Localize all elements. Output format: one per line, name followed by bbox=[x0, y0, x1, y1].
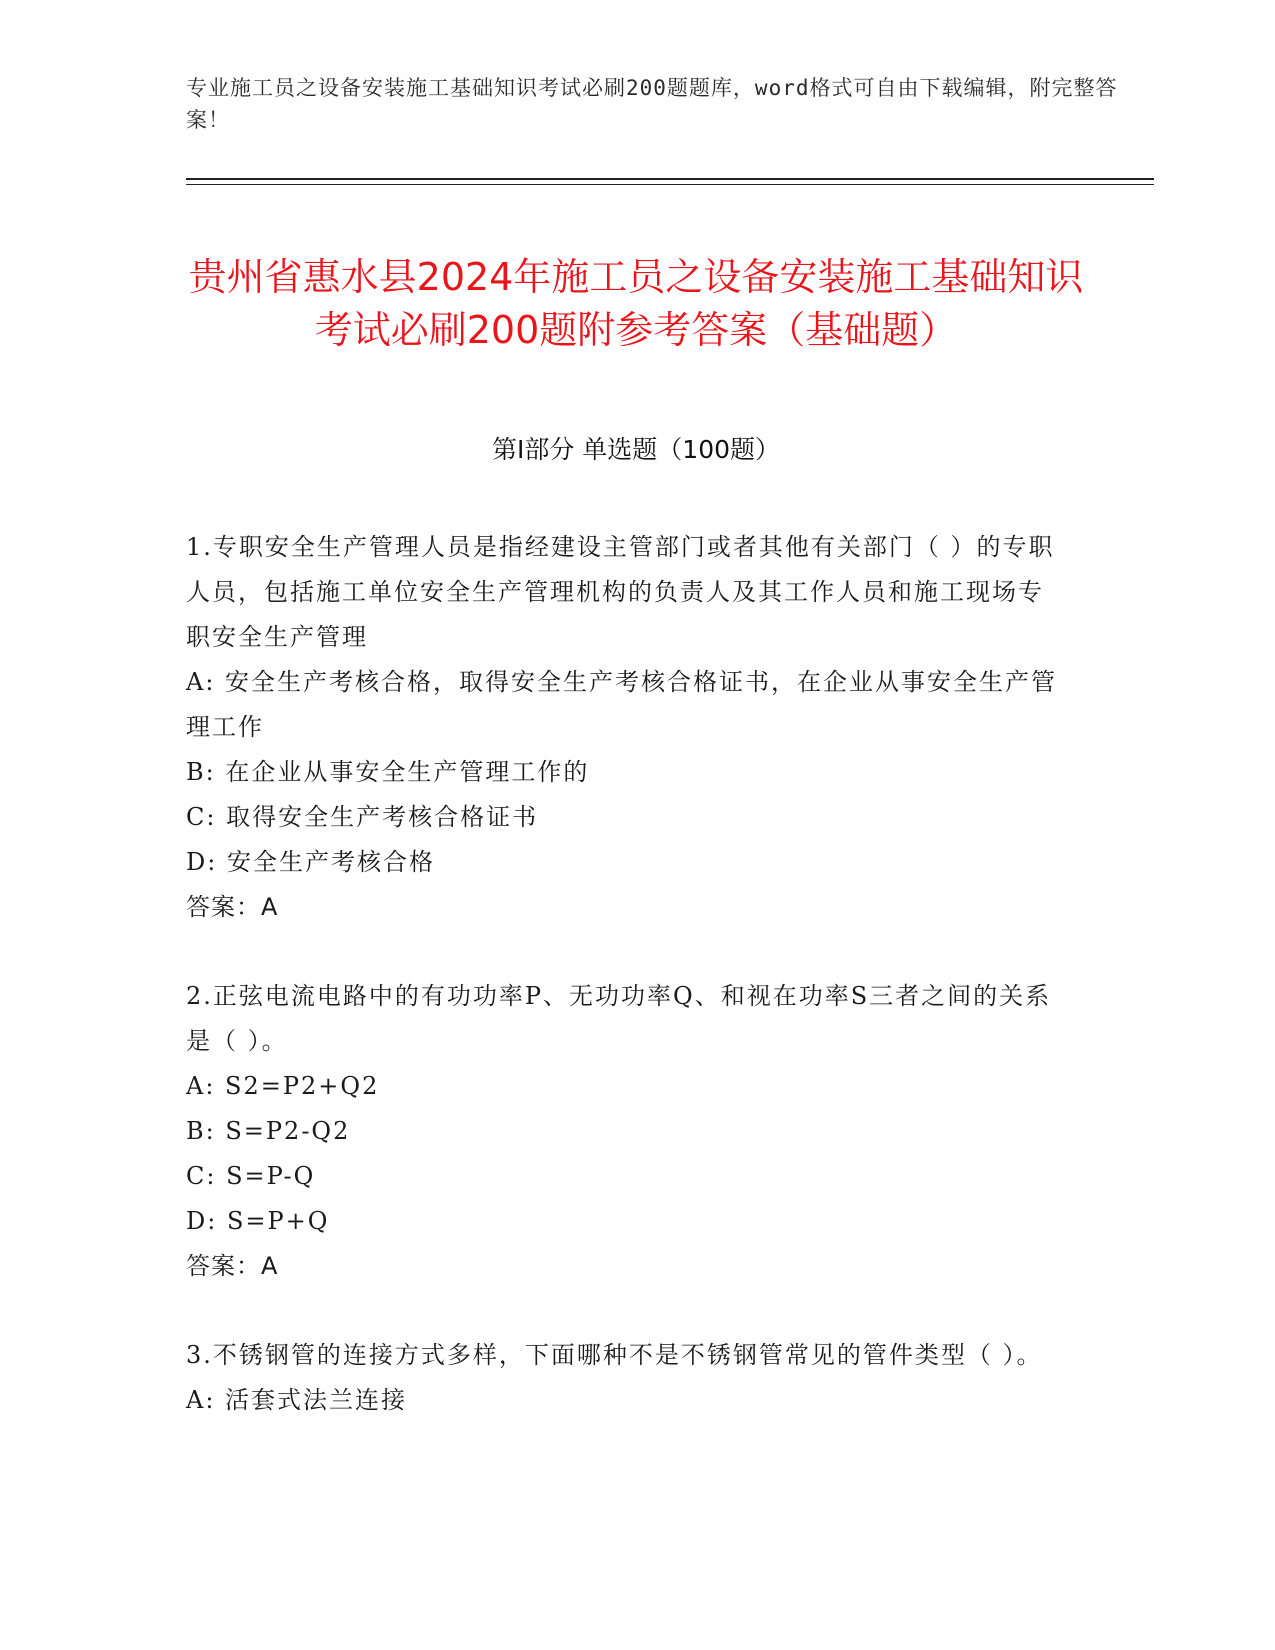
answer: 答案：A bbox=[186, 893, 279, 921]
option-a: A: S2=P2+Q2 bbox=[186, 1072, 380, 1100]
question-stem: 3.不锈钢管的连接方式多样，下面哪种不是不锈钢管常见的管件类型（ ）。 bbox=[186, 1341, 1043, 1369]
option-d: D: S=P+Q bbox=[186, 1207, 330, 1235]
question-1 bbox=[186, 525, 1066, 930]
question-2 bbox=[186, 974, 1066, 1289]
header-rule-thick bbox=[186, 178, 1154, 180]
question-3 bbox=[186, 1333, 1066, 1423]
option-a: A: 安全生产考核合格，取得安全生产考核合格证书，在企业从事安全生产管理工作 bbox=[186, 668, 1058, 741]
document-page bbox=[186, 72, 1154, 136]
option-d: D: 安全生产考核合格 bbox=[186, 848, 435, 876]
header-note: 专业施工员之设备安装施工基础知识考试必刷200题题库，word格式可自由下载编辑，附完整答案！ bbox=[186, 76, 1118, 132]
option-c: C: 取得安全生产考核合格证书 bbox=[186, 803, 539, 831]
option-c: C: S=P-Q bbox=[186, 1162, 316, 1190]
section-heading: 第Ⅰ部分 单选题（100题） bbox=[491, 435, 781, 464]
header-rule bbox=[186, 178, 1154, 185]
header-rule-thin bbox=[186, 184, 1154, 185]
option-b: B: 在企业从事安全生产管理工作的 bbox=[186, 758, 590, 786]
option-b: B: S=P2-Q2 bbox=[186, 1117, 351, 1145]
option-a: A: 活套式法兰连接 bbox=[186, 1386, 408, 1414]
document-title: 贵州省惠水县2024年施工员之设备安装施工基础知识考试必刷200题附参考答案（基础题） bbox=[188, 255, 1084, 353]
question-stem: 1.专职安全生产管理人员是指经建设主管部门或者其他有关部门（ ）的专职人员，包括施工单位安全生产管理机构的负责人及其工作人员和施工现场专职安全生产管理 bbox=[186, 533, 1055, 651]
answer: 答案：A bbox=[186, 1252, 279, 1280]
question-list bbox=[186, 525, 1066, 1467]
question-stem: 2.正弦电流电路中的有功功率P、无功功率Q、和视在功率S三者之间的关系是（ ）。 bbox=[186, 982, 1052, 1055]
